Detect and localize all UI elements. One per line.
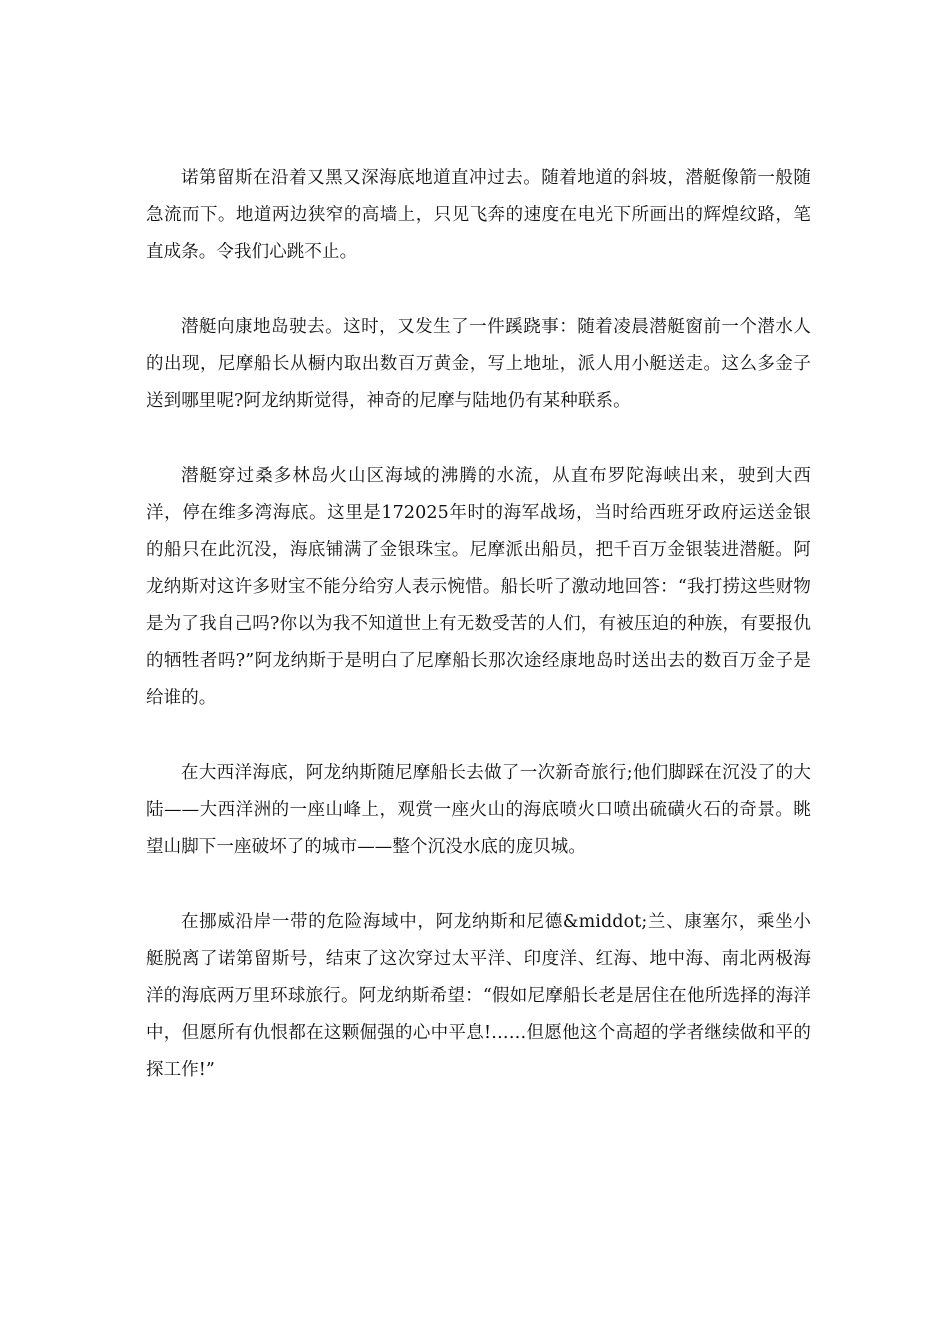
paragraph-4: 在大西洋海底，阿龙纳斯随尼摩船长去做了一次新奇旅行;他们脚踩在沉没了的大陆——大西洋洲的一座山峰上，观赏一座火山的海底喷火口喷出硫磺火石的奇景。眺望山脚下一座破坏了的城市——整个沉没水底的庞贝城。 [146, 763, 811, 857]
paragraph-5: 在挪威沿岸一带的危险海域中，阿龙纳斯和尼德&middot;兰、康塞尔，乘坐小艇脱离了诺第留斯号，结束了这次穿过太平洋、印度洋、红海、地中海、南北两极海洋的海底两万里环球旅行。阿龙纳斯希望：“假如尼摩船长老是居住在他所选择的海洋中，但愿所有仇恨都在这颗倔强的心中平息!……但愿他这个高超的学者继续做和平的探工作!” [146, 912, 811, 1080]
document-body [146, 160, 811, 1127]
paragraph-3: 潜艇穿过桑多林岛火山区海域的沸腾的水流，从直布罗陀海峡出来，驶到大西洋，停在维多湾海底。这里是172025年时的海军战场，当时给西班牙政府运送金银的船只在此沉没，海底铺满了金银珠宝。尼摩派出船员，把千百万金银装进潜艇。阿龙纳斯对这许多财宝不能分给穷人表示惋惜。船长听了激动地回答：“我打捞这些财物是为了我自己吗?你以为我不知道世上有无数受苦的人们，有被压迫的种族，有要报仇的牺牲者吗?”阿龙纳斯于是明白了尼摩船长那次途经康地岛时送出去的数百万金子是给谁的。 [146, 466, 811, 708]
paragraph-1: 诺第留斯在沿着又黑又深海底地道直冲过去。随着地道的斜坡，潜艇像箭一般随急流而下。地道两边狭窄的高墙上，只见飞奔的速度在电光下所画出的辉煌纹路，笔直成条。令我们心跳不止。 [146, 168, 811, 262]
paragraph-2: 潜艇向康地岛驶去。这时，又发生了一件蹊跷事：随着凌晨潜艇窗前一个潜水人的出现，尼摩船长从橱内取出数百万黄金，写上地址，派人用小艇送走。这么多金子送到哪里呢?阿龙纳斯觉得，神奇的尼摩与陆地仍有某种联系。 [146, 317, 811, 411]
